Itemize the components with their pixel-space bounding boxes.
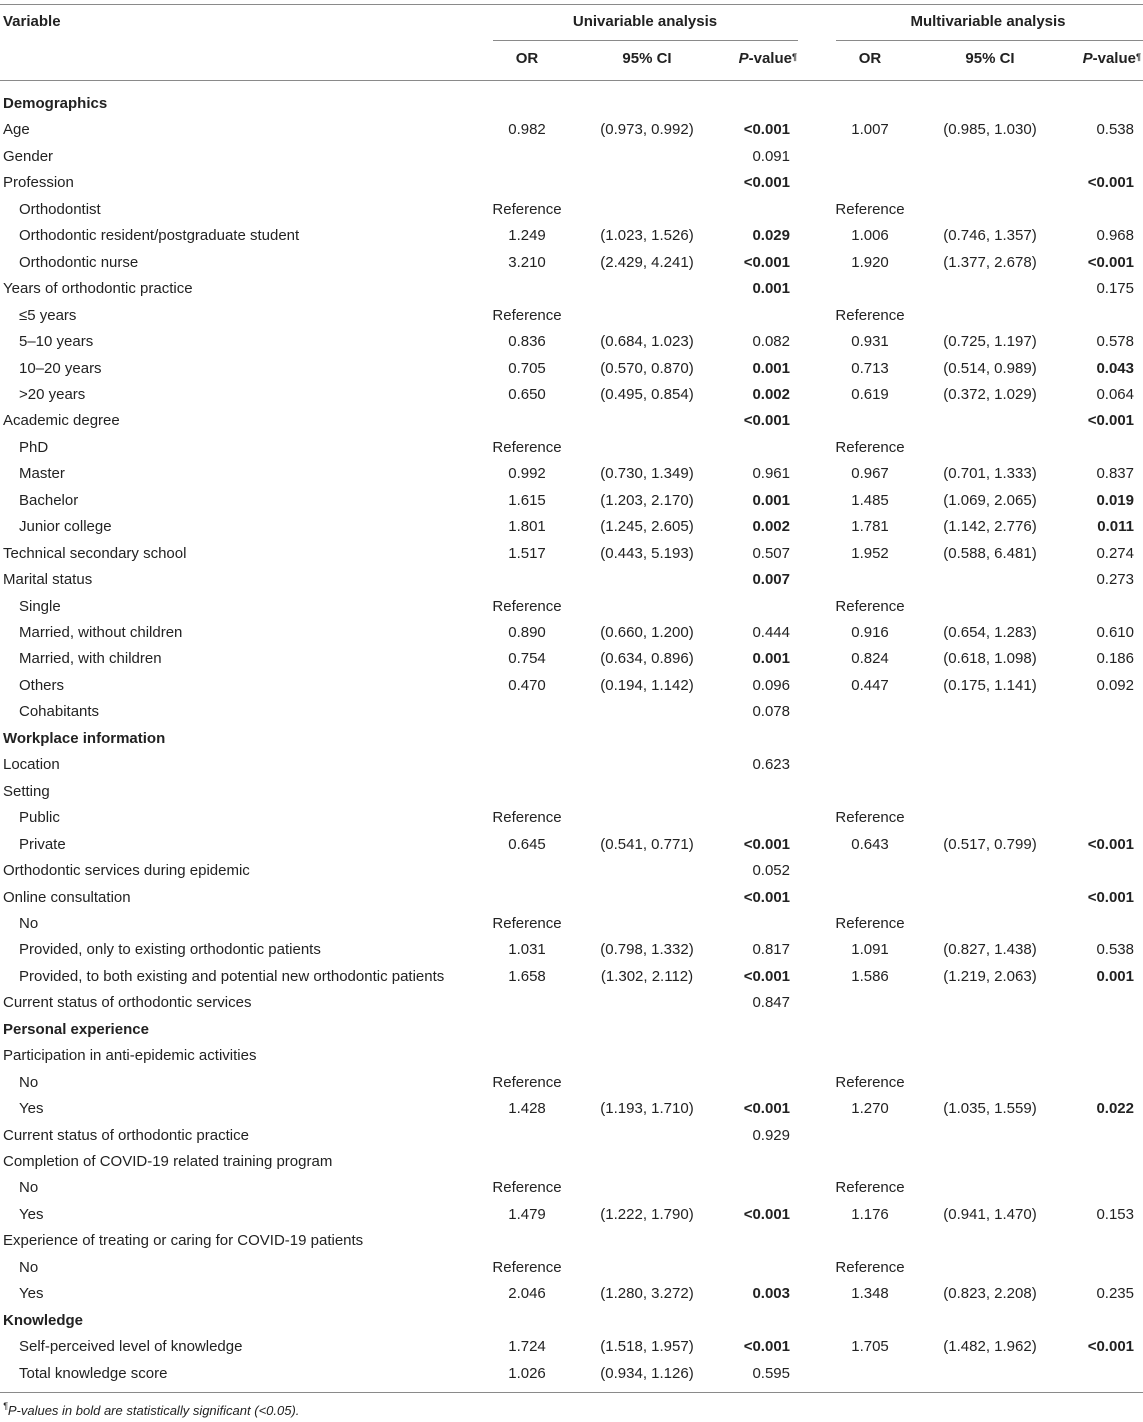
cell-m-or: 0.931 [851, 333, 889, 350]
row-label: PhD [19, 439, 49, 456]
cell-m-p: 0.538 [1096, 941, 1134, 958]
cell-u-p: 0.001 [752, 492, 790, 509]
cell-u-p: 0.002 [752, 386, 790, 403]
cell-m-p: 0.175 [1096, 280, 1134, 297]
section-heading: Workplace information [3, 730, 166, 747]
cell-u-p: 0.623 [752, 756, 790, 773]
cell-u-p: <0.001 [743, 1100, 790, 1117]
cell-u-ci: (0.934, 1.126) [600, 1365, 694, 1382]
row-label: >20 years [19, 386, 86, 403]
row-label: Years of orthodontic practice [3, 280, 193, 297]
row-label: Master [19, 465, 65, 482]
cell-u-or: 1.031 [508, 941, 546, 958]
row-label: Online consultation [3, 889, 131, 906]
cell-m-p: 0.837 [1096, 465, 1134, 482]
header-univariable: Univariable analysis [572, 13, 718, 30]
cell-u-p: 0.444 [752, 624, 790, 641]
cell-u-ci: (0.194, 1.142) [600, 677, 694, 694]
cell-m-ci: (0.827, 1.438) [943, 941, 1037, 958]
cell-u-p: 0.507 [752, 545, 790, 562]
row-label: No [19, 915, 39, 932]
cell-m-ci: (0.588, 6.481) [943, 545, 1037, 562]
row-label: Gender [3, 148, 54, 165]
cell-u-or: 0.992 [508, 465, 546, 482]
cell-m-ci: (1.219, 2.063) [943, 968, 1037, 985]
cell-u-p: 0.001 [752, 650, 790, 667]
cell-m-or: 1.586 [851, 968, 889, 985]
cell-m-or: 1.781 [851, 518, 889, 535]
cell-u-ci: (1.193, 1.710) [600, 1100, 694, 1117]
cell-m-ci: (0.701, 1.333) [943, 465, 1037, 482]
row-label: No [19, 1179, 39, 1196]
cell-m-or: 1.006 [851, 227, 889, 244]
cell-m-or: 1.705 [851, 1338, 889, 1355]
cell-u-p: <0.001 [743, 121, 790, 138]
cell-m-or: 1.091 [851, 941, 889, 958]
cell-u-p: 0.002 [752, 518, 790, 535]
cell-m-p: 0.011 [1097, 518, 1134, 535]
cell-u-or: Reference [492, 1179, 562, 1196]
cell-u-or: Reference [492, 1259, 562, 1276]
row-label: Single [19, 598, 61, 615]
cell-u-or: 1.428 [508, 1100, 546, 1117]
cell-u-p: 0.001 [752, 280, 790, 297]
cell-u-ci: (0.541, 0.771) [600, 836, 694, 853]
row-label: Married, with children [19, 650, 162, 667]
cell-u-p: 0.847 [752, 994, 790, 1011]
cell-u-p: <0.001 [743, 174, 790, 191]
cell-m-ci: (0.654, 1.283) [943, 624, 1037, 641]
header-multivariable: Multivariable analysis [910, 13, 1066, 30]
cell-m-or: Reference [835, 1179, 905, 1196]
cell-m-p: 0.538 [1096, 121, 1134, 138]
cell-m-p: 0.022 [1096, 1100, 1134, 1117]
cell-u-ci: (1.245, 2.605) [600, 518, 694, 535]
cell-u-or: 1.249 [508, 227, 546, 244]
cell-m-ci: (1.069, 2.065) [943, 492, 1037, 509]
cell-m-ci: (0.725, 1.197) [943, 333, 1037, 350]
row-label: Location [3, 756, 60, 773]
row-label: Bachelor [19, 492, 79, 509]
row-label: Experience of treating or caring for COVID-19 patients [3, 1232, 364, 1249]
header-variable: Variable [3, 13, 61, 30]
cell-u-ci: (1.302, 2.112) [600, 968, 694, 985]
cell-u-p: <0.001 [743, 1206, 790, 1223]
cell-u-or: 0.650 [508, 386, 546, 403]
cell-m-ci: (0.823, 2.208) [943, 1285, 1037, 1302]
cell-m-or: 1.176 [851, 1206, 889, 1223]
cell-u-p: <0.001 [743, 412, 790, 429]
row-label: Total knowledge score [19, 1365, 168, 1382]
row-label: Academic degree [3, 412, 120, 429]
cell-u-p: 0.817 [752, 941, 790, 958]
cell-u-ci: (1.203, 2.170) [600, 492, 694, 509]
cell-u-ci: (0.730, 1.349) [600, 465, 694, 482]
cell-u-p: 0.001 [752, 360, 790, 377]
bottom-rule [0, 1392, 1143, 1393]
cell-m-p: <0.001 [1087, 836, 1134, 853]
cell-m-or: Reference [835, 1074, 905, 1091]
cell-m-ci: (0.985, 1.030) [943, 121, 1037, 138]
cell-m-ci: (0.618, 1.098) [943, 650, 1037, 667]
row-label: Private [19, 836, 66, 853]
cell-u-or: Reference [492, 201, 562, 218]
section-heading: Knowledge [3, 1312, 84, 1329]
cell-u-or: 0.470 [508, 677, 546, 694]
row-label: No [19, 1259, 39, 1276]
cell-m-p: 0.064 [1096, 386, 1134, 403]
footnote: ¶P-values in bold are statistically significant (<0.05). [3, 1401, 300, 1418]
cell-u-or: 0.754 [508, 650, 546, 667]
cell-m-p: <0.001 [1087, 412, 1134, 429]
cell-u-ci: (0.684, 1.023) [600, 333, 694, 350]
header-m-or: OR [858, 50, 882, 67]
cell-m-or: 0.447 [851, 677, 889, 694]
cell-m-ci: (0.514, 0.989) [943, 360, 1037, 377]
cell-u-or: 0.705 [508, 360, 546, 377]
row-label: Current status of orthodontic practice [3, 1127, 249, 1144]
header-m-p: P-value¶ [1082, 50, 1141, 67]
cell-m-or: Reference [835, 201, 905, 218]
cell-m-or: 1.952 [851, 545, 889, 562]
cell-m-or: 0.824 [851, 650, 889, 667]
cell-m-p: <0.001 [1087, 174, 1134, 191]
cell-u-or: Reference [492, 439, 562, 456]
cell-u-ci: (0.570, 0.870) [600, 360, 694, 377]
cell-m-or: 0.643 [851, 836, 889, 853]
cell-u-p: <0.001 [743, 968, 790, 985]
cell-u-p: 0.082 [752, 333, 790, 350]
cell-u-or: 0.982 [508, 121, 546, 138]
row-label: Self-perceived level of knowledge [19, 1338, 243, 1355]
cell-m-ci: (1.035, 1.559) [943, 1100, 1037, 1117]
header-u-p: P-value¶ [738, 50, 797, 67]
row-label: Age [3, 121, 30, 138]
cell-u-ci: (1.222, 1.790) [600, 1206, 694, 1223]
row-label: Junior college [19, 518, 112, 535]
cell-m-ci: (0.175, 1.141) [943, 677, 1037, 694]
cell-m-or: Reference [835, 598, 905, 615]
cell-m-or: Reference [835, 915, 905, 932]
cell-u-p: 0.003 [752, 1285, 790, 1302]
row-label: Marital status [3, 571, 93, 588]
univariable-underline [493, 40, 798, 41]
cell-m-or: Reference [835, 439, 905, 456]
cell-m-p: 0.186 [1096, 650, 1134, 667]
cell-u-ci: (0.660, 1.200) [600, 624, 694, 641]
header-m-ci: 95% CI [965, 50, 1015, 67]
top-rule [0, 4, 1143, 5]
row-label: Orthodontist [19, 201, 101, 218]
row-label: 5–10 years [19, 333, 94, 350]
cell-u-ci: (0.634, 0.896) [600, 650, 694, 667]
cell-u-or: 1.026 [508, 1365, 546, 1382]
cell-m-ci: (1.377, 2.678) [943, 254, 1037, 271]
cell-u-p: 0.929 [752, 1127, 790, 1144]
cell-u-p: <0.001 [743, 1338, 790, 1355]
cell-m-or: 1.485 [851, 492, 889, 509]
cell-m-p: <0.001 [1087, 254, 1134, 271]
cell-u-or: 1.517 [508, 545, 546, 562]
cell-u-or: 3.210 [508, 254, 546, 271]
cell-u-or: Reference [492, 1074, 562, 1091]
cell-m-p: <0.001 [1087, 889, 1134, 906]
cell-m-or: 1.920 [851, 254, 889, 271]
cell-m-ci: (1.482, 1.962) [943, 1338, 1037, 1355]
row-label: ≤5 years [19, 307, 77, 324]
cell-m-p: 0.274 [1096, 545, 1134, 562]
section-heading: Demographics [3, 95, 108, 112]
row-label: Setting [3, 783, 50, 800]
cell-m-or: 1.270 [851, 1100, 889, 1117]
header-u-ci: 95% CI [622, 50, 672, 67]
cell-u-or: 1.658 [508, 968, 546, 985]
cell-u-ci: (2.429, 4.241) [600, 254, 694, 271]
cell-u-or: 1.479 [508, 1206, 546, 1223]
cell-m-or: 1.007 [851, 121, 889, 138]
row-label: Technical secondary school [3, 545, 187, 562]
cell-m-p: 0.043 [1096, 360, 1134, 377]
cell-m-or: 1.348 [851, 1285, 889, 1302]
row-label: Participation in anti-epidemic activities [3, 1047, 257, 1064]
row-label: Profession [3, 174, 74, 191]
row-label: 10–20 years [19, 360, 102, 377]
cell-m-p: 0.968 [1096, 227, 1134, 244]
cell-u-p: 0.595 [752, 1365, 790, 1382]
cell-m-ci: (0.517, 0.799) [943, 836, 1037, 853]
row-label: Others [19, 677, 65, 694]
cell-m-or: 0.619 [851, 386, 889, 403]
cell-m-ci: (1.142, 2.776) [943, 518, 1037, 535]
cell-m-p: 0.578 [1096, 333, 1134, 350]
cell-u-p: 0.091 [752, 148, 790, 165]
cell-u-p: 0.007 [752, 571, 790, 588]
cell-u-ci: (1.280, 3.272) [600, 1285, 694, 1302]
cell-u-or: Reference [492, 307, 562, 324]
cell-m-p: 0.001 [1096, 968, 1134, 985]
cell-m-ci: (0.372, 1.029) [943, 386, 1037, 403]
multivariable-underline [836, 40, 1143, 41]
cell-m-or: Reference [835, 307, 905, 324]
cell-u-or: 0.836 [508, 333, 546, 350]
cell-m-or: Reference [835, 809, 905, 826]
section-heading: Personal experience [3, 1021, 149, 1038]
row-label: Provided, only to existing orthodontic patients [19, 941, 321, 958]
cell-m-p: 0.273 [1096, 571, 1134, 588]
cell-u-or: 1.801 [508, 518, 546, 535]
cell-u-or: Reference [492, 809, 562, 826]
cell-m-p: 0.235 [1096, 1285, 1134, 1302]
cell-u-or: 2.046 [508, 1285, 546, 1302]
cell-u-or: 0.890 [508, 624, 546, 641]
cell-m-p: 0.092 [1096, 677, 1134, 694]
cell-u-p: 0.029 [752, 227, 790, 244]
row-label: Yes [19, 1206, 44, 1223]
cell-u-ci: (0.443, 5.193) [600, 545, 694, 562]
row-label: Orthodontic services during epidemic [3, 862, 250, 879]
cell-u-ci: (1.518, 1.957) [600, 1338, 694, 1355]
cell-u-p: <0.001 [743, 889, 790, 906]
cell-u-p: <0.001 [743, 836, 790, 853]
cell-m-ci: (0.746, 1.357) [943, 227, 1037, 244]
cell-m-p: 0.019 [1096, 492, 1134, 509]
cell-u-p: <0.001 [743, 254, 790, 271]
row-label: Public [19, 809, 60, 826]
cell-u-or: Reference [492, 915, 562, 932]
header-u-or: OR [515, 50, 539, 67]
cell-u-or: Reference [492, 598, 562, 615]
header-rule [0, 80, 1143, 81]
cell-u-p: 0.096 [752, 677, 790, 694]
row-label: Current status of orthodontic services [3, 994, 252, 1011]
cell-u-ci: (1.023, 1.526) [600, 227, 694, 244]
cell-u-ci: (0.973, 0.992) [600, 121, 694, 138]
cell-m-p: 0.153 [1096, 1206, 1134, 1223]
cell-u-p: 0.052 [752, 862, 790, 879]
cell-u-ci: (0.798, 1.332) [600, 941, 694, 958]
row-label: Cohabitants [19, 703, 100, 720]
cell-m-or: 0.713 [851, 360, 889, 377]
cell-u-or: 0.645 [508, 836, 546, 853]
cell-u-or: 1.615 [508, 492, 546, 509]
row-label: Completion of COVID-19 related training program [3, 1153, 333, 1170]
cell-u-ci: (0.495, 0.854) [600, 386, 694, 403]
cell-m-p: 0.610 [1096, 624, 1134, 641]
cell-u-p: 0.961 [752, 465, 790, 482]
cell-m-p: <0.001 [1087, 1338, 1134, 1355]
row-label: Orthodontic nurse [19, 254, 139, 271]
row-label: Orthodontic resident/postgraduate student [19, 227, 300, 244]
row-label: Yes [19, 1285, 44, 1302]
cell-u-p: 0.078 [752, 703, 790, 720]
cell-m-or: 0.916 [851, 624, 889, 641]
row-label: Yes [19, 1100, 44, 1117]
cell-m-or: Reference [835, 1259, 905, 1276]
row-label: Provided, to both existing and potential new orthodontic patients [19, 968, 445, 985]
row-label: Married, without children [19, 624, 183, 641]
cell-m-ci: (0.941, 1.470) [943, 1206, 1037, 1223]
row-label: No [19, 1074, 39, 1091]
cell-u-or: 1.724 [508, 1338, 546, 1355]
cell-m-or: 0.967 [851, 465, 889, 482]
